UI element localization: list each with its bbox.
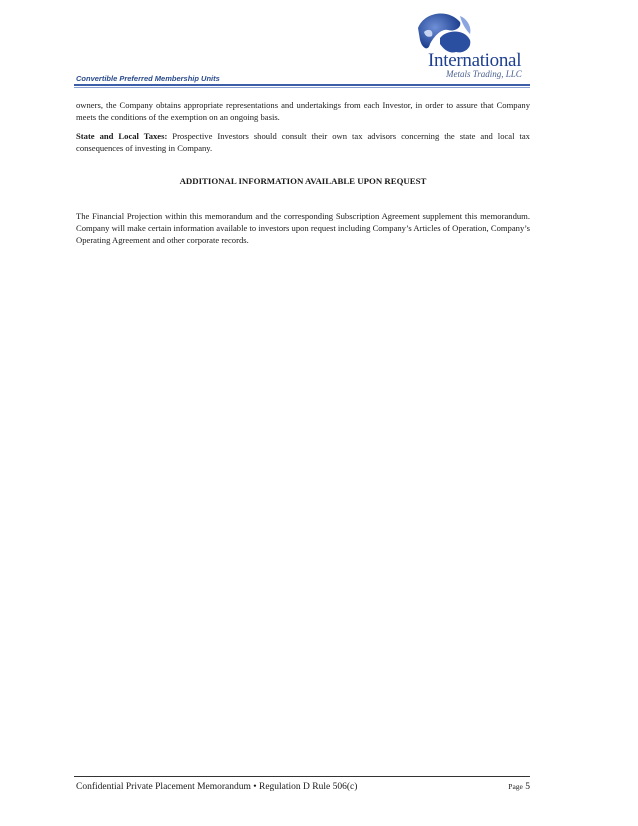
document-header-title: Convertible Preferred Membership Units [76, 74, 220, 83]
page-number-value: 5 [525, 782, 530, 792]
page-number [508, 782, 530, 792]
header-divider [74, 84, 530, 86]
page-label: Page [508, 782, 523, 791]
footer-divider [74, 776, 530, 777]
footer-confidential-text: Confidential Private Placement Memorandum • Regulation D Rule 506(c) [76, 782, 358, 792]
paragraph-exemption: owners, the Company obtains appropriate representations and undertakings from each Investor, in order to assure that Company meets the conditions of the exemption on an ongoing basis. [76, 100, 530, 122]
paragraph-state-local-taxes [76, 130, 530, 154]
logo-wordmark: International [428, 50, 522, 71]
paragraph-text: Prospective Investors should consult their own tax advisors concerning the state and local tax consequences of investing in Company. [76, 131, 530, 153]
header-divider-thin [74, 87, 530, 88]
logo-subtitle: Metals Trading, LLC [446, 69, 522, 79]
paragraph-additional-info: The Financial Projection within this memorandum and the corresponding Subscription Agreement supplement this memorandum. Company will make certain information available to investors upon request including Company’s Articles of Operation, Company’s Operating Agreement and other corporate records. [76, 211, 530, 245]
paragraph-lead-label: State and Local Taxes: [76, 131, 168, 141]
section-heading: ADDITIONAL INFORMATION AVAILABLE UPON REQUEST [179, 176, 427, 186]
